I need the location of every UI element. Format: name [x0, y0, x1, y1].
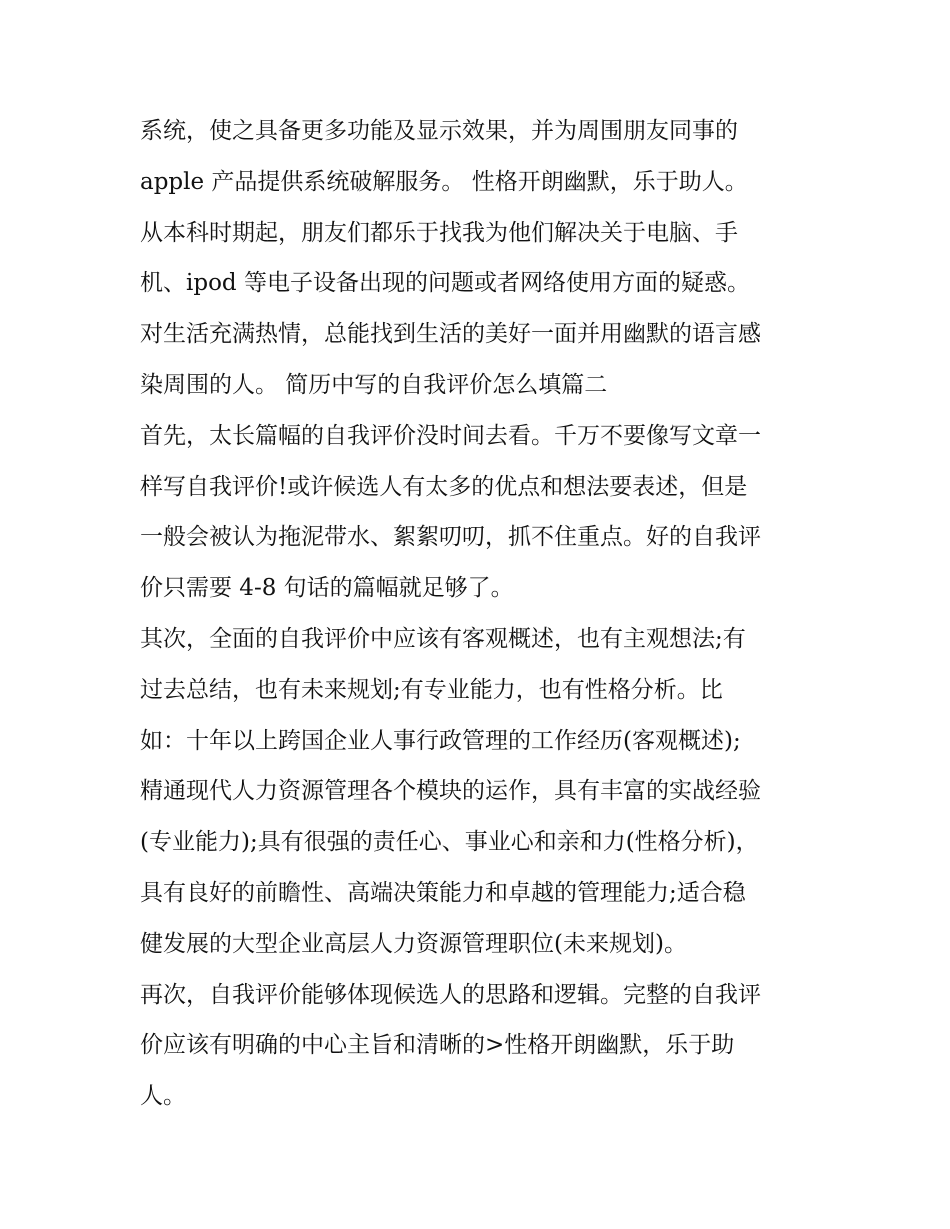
text-line: 价只需要 4-8 句话的篇幅就足够了。 [140, 575, 514, 602]
text-line: 健发展的大型企业高层人力资源管理职位(未来规划)。 [140, 930, 687, 957]
text-line: 从本科时期起，朋友们都乐于找我为他们解决关于电脑、手 [140, 219, 738, 246]
text-line: 过去总结，也有未来规划;有专业能力，也有性格分析。比 [140, 676, 723, 703]
text-line: 人。 [140, 1083, 186, 1110]
text-line: 价应该有明确的中心主旨和清晰的>性格开朗幽默，乐于助 [140, 1032, 735, 1059]
text-line: 具有良好的前瞻性、高端决策能力和卓越的管理能力;适合稳 [140, 879, 746, 906]
text-line: 如：十年以上跨国企业人事行政管理的工作经历(客观概述); [140, 727, 741, 754]
document-body [140, 106, 820, 1122]
text-line: 对生活充满热情，总能找到生活的美好一面并用幽默的语言感 [140, 321, 761, 348]
text-line: 机、ipod 等电子设备出现的问题或者网络使用方面的疑惑。 [140, 270, 750, 297]
text-line: 其次，全面的自我评价中应该有客观概述，也有主观想法;有 [140, 625, 746, 652]
text-line: 样写自我评价!或许候选人有太多的优点和想法要表述，但是 [140, 473, 748, 500]
text-line: 首先，太长篇幅的自我评价没时间去看。千万不要像写文章一 [140, 422, 761, 449]
text-line: 一般会被认为拖泥带水、絮絮叨叨，抓不住重点。好的自我评 [140, 524, 761, 551]
text-line: apple 产品提供系统破解服务。 性格开朗幽默，乐于助人。 [140, 168, 748, 195]
text-line: 系统，使之具备更多功能及显示效果，并为周围朋友同事的 [140, 118, 738, 144]
text-line: 染周围的人。 简历中写的自我评价怎么填篇二 [140, 371, 608, 398]
text-line: 再次，自我评价能够体现候选人的思路和逻辑。完整的自我评 [140, 981, 761, 1008]
text-line: (专业能力);具有很强的责任心、事业心和亲和力(性格分析)， [140, 829, 759, 856]
text-line: 精通现代人力资源管理各个模块的运作，具有丰富的实战经验 [140, 778, 761, 805]
